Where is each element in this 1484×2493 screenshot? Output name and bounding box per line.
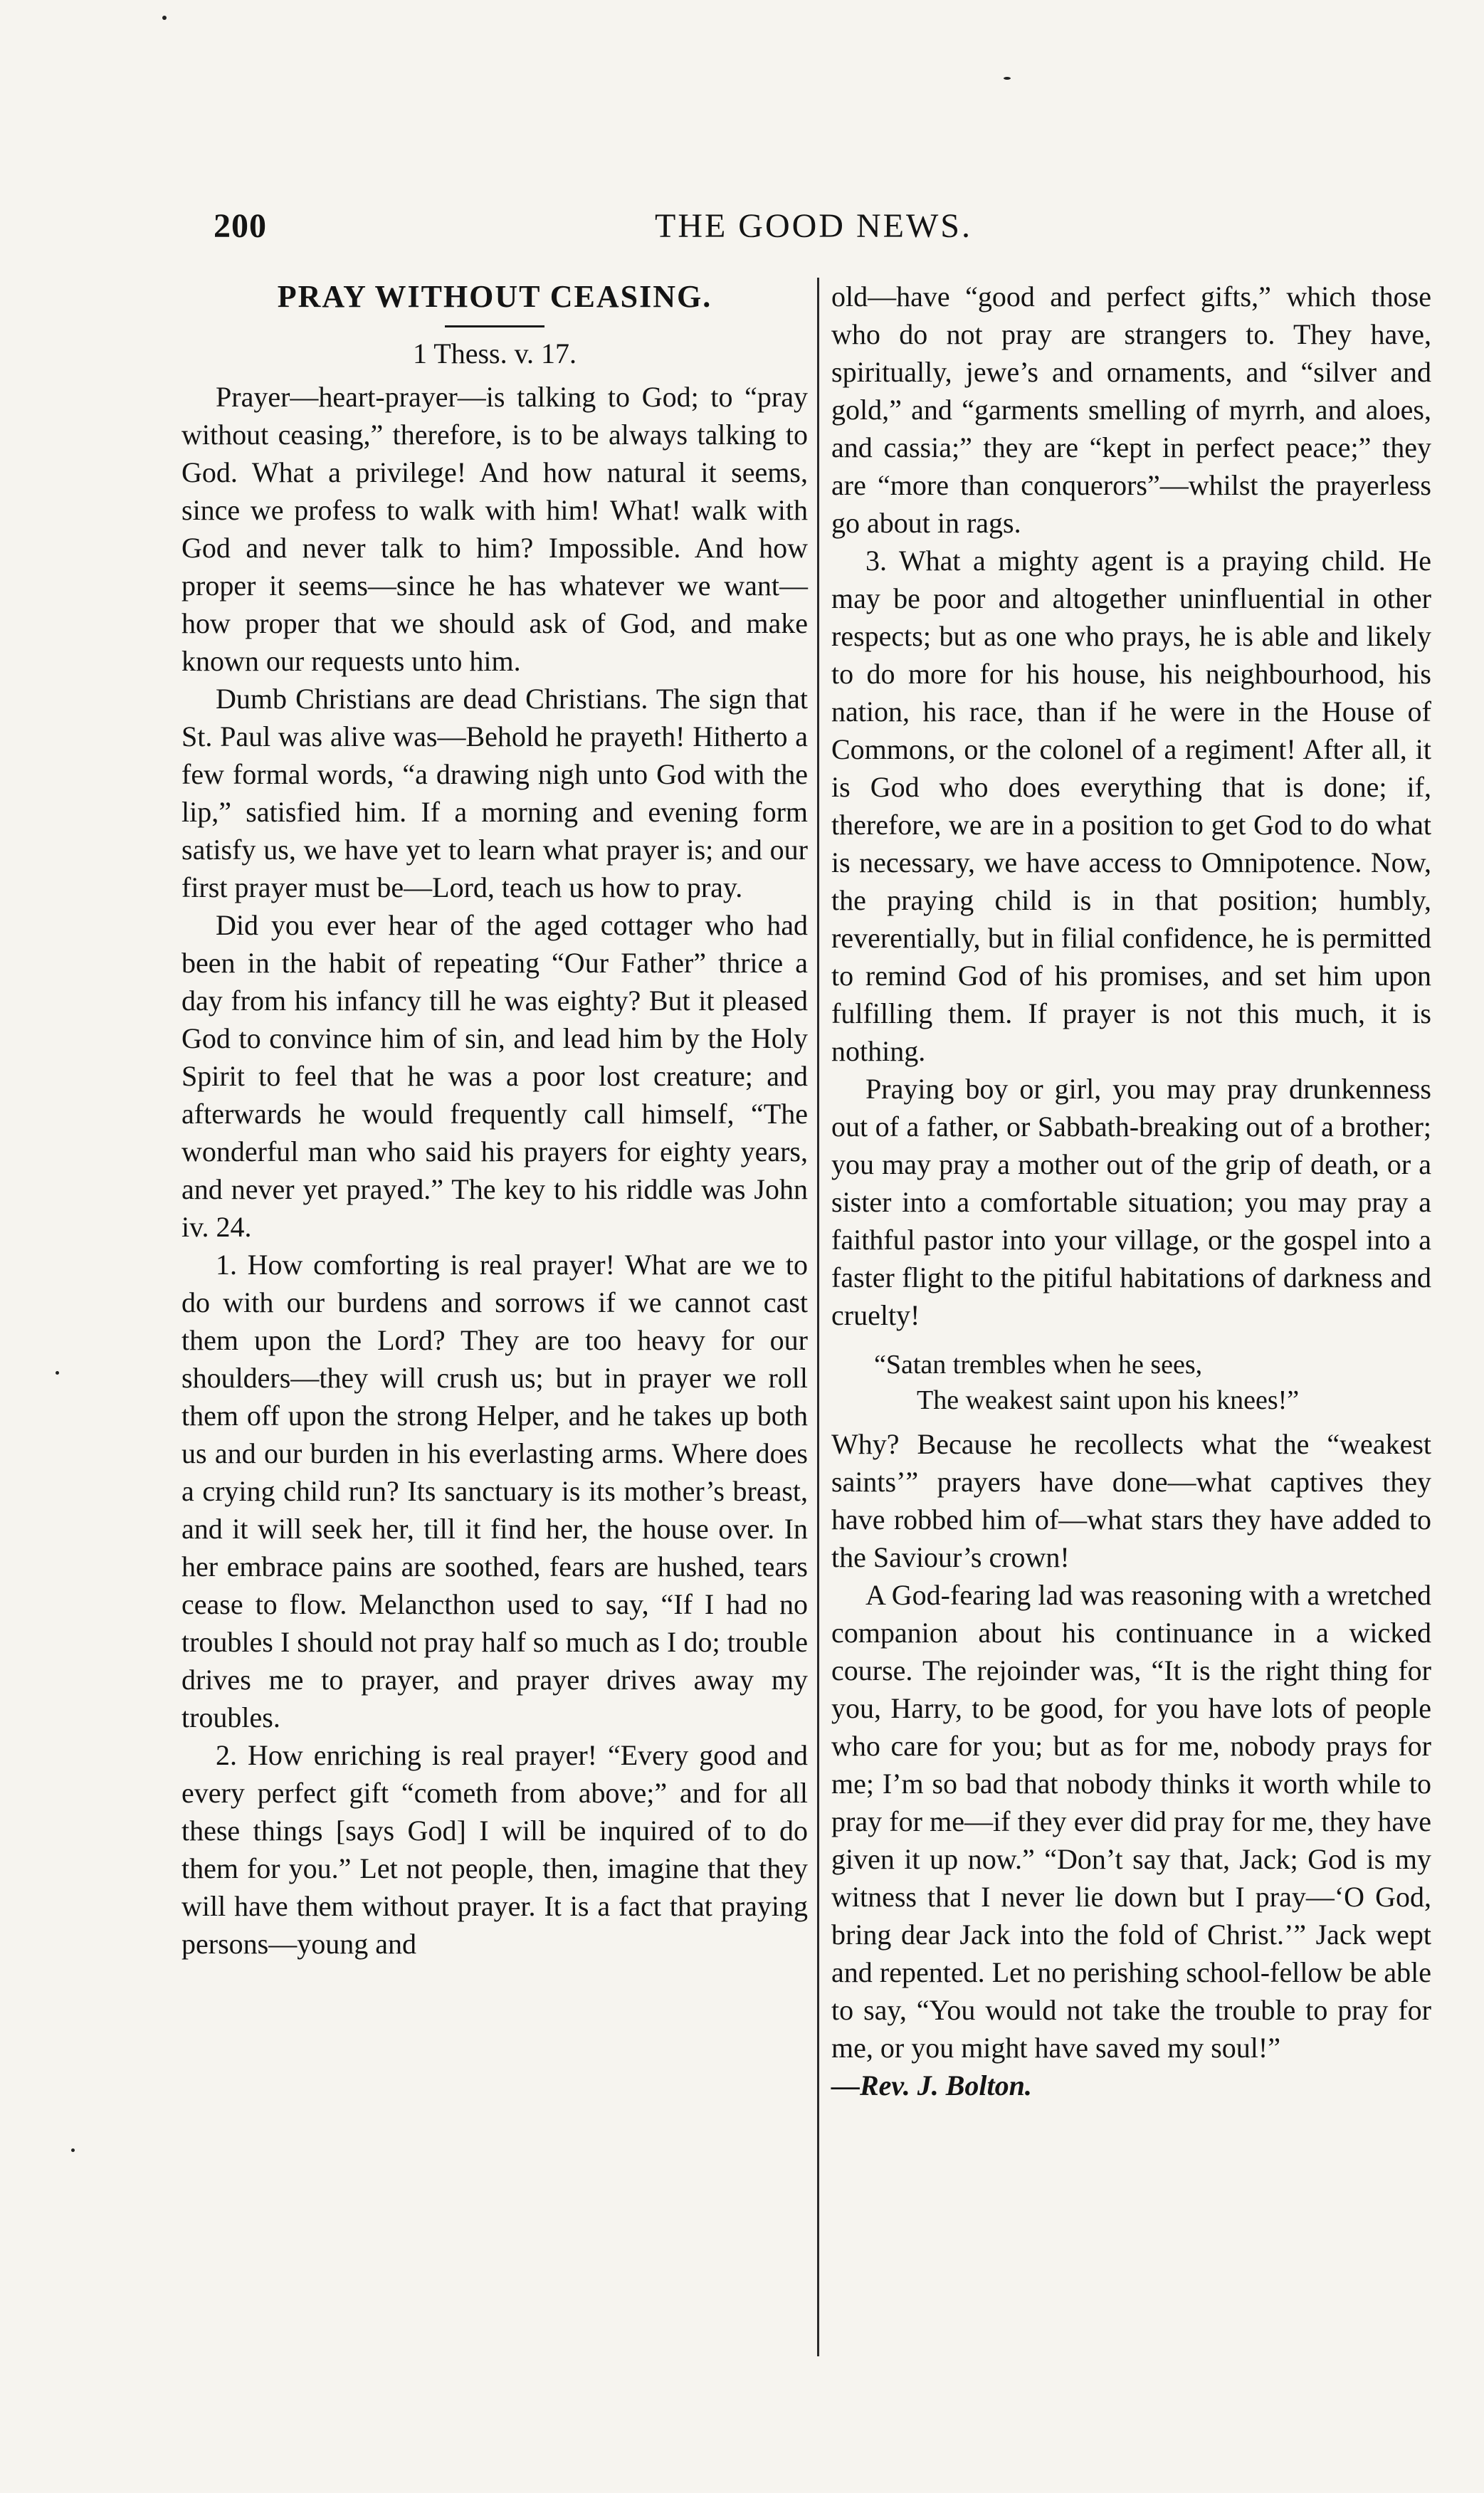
paragraph: Praying boy or girl, you may pray drunkenness out of a father, or Sabbath-breaking out of a brother; you may pray a mother out of the grip of death, or a sister into a comfortable situation; you may pray a faithful pastor into your village, or the gospel into a faster flight to the pitiful habitations of darkness and cruelty! [831,1073,1431,1331]
paragraph: Dumb Christians are dead Christians. The sign that St. Paul was alive was—Behold he prayeth! Hitherto a few formal words, “a drawing nigh unto God with the lip,” satisfied him. If a morning and evening form satisfy us, we have yet to learn what prayer is; and our first prayer must be—Lord, teach us how to pray. [181,683,808,903]
running-title: THE GOOD NEWS. [655,207,972,245]
scripture-reference: 1 Thess. v. 17. [413,337,577,369]
ink-speck [162,16,167,20]
paragraph: 3. What a mighty agent is a praying child. He may be poor and altogether uninfluential in other respects; but as one who prays, he is able and likely to do more for his house, his neighbourhood, his nation, his race, than if he were in the House of Commons, or the colonel of a regiment! After all, it is God who does everything that is done; if, therefore, we are in a position to get God to do what is necessary, we have access to Omnipotence. Now, the praying child is in that position; humbly, reverentially, but in filial confidence, he is permitted to remind God of his promises, and set him upon fulfilling them. If prayer is not this much, it is nothing. [831,545,1431,1067]
ink-speck [71,2148,75,2152]
ink-speck [56,1371,59,1375]
verse-quote [831,1347,1431,1418]
paragraph: Did you ever hear of the aged cottager who had been in the habit of repeating “Our Father” thrice a day from his infancy till he was eighty? But it pleased God to convince him of sin, and lead him by the Holy Spirit to feel that he was a poor lost creature; and afterwards he would frequently call himself, “The wonderful man who said his prayers for eighty years, and never yet prayed.” The key to his riddle was John iv. 24. [181,909,808,1243]
paragraph: A God-fearing lad was reasoning with a wretched companion about his continuance in a wicked course. The rejoinder was, “It is the right thing for you, Harry, to be good, for you have lots of people who care for you; but as for me, nobody prays for me; I’m so bad that nobody thinks it worth while to pray for me—if they ever did pray for me, they have given it up now.” “Don’t say that, Jack; God is my witness that I never lie down but I pray—‘O God, bring dear Jack into the fold of Christ.’” Jack wept and repented. Let no perishing school-fellow be able to say, “You would not take the trouble to pray for me, or you might have saved my soul!” [831,1579,1431,2064]
attribution: —Rev. J. Bolton. [831,2069,1032,2101]
right-column [831,278,1431,2104]
ink-speck [1004,77,1011,80]
page-header [214,206,1053,249]
verse-line: The weakest saint upon his knees!” [917,1385,1300,1415]
paragraph: Why? Because he recollects what the “weakest saints’” prayers have done—what captives they have robbed him of—what stars they have added to the Saviour’s crown! [831,1428,1431,1573]
page-number: 200 [214,207,267,245]
verse-line: “Satan trembles when he sees, [874,1350,1203,1380]
paragraph-continuation: old—have “good and perfect gifts,” which those who do not pray are strangers to. They have, spiritually, jewe’s and ornaments, and “silver and gold,” and “garments smelling of myrrh, and aloes, and cassia;” they are “kept in perfect peace;” they are “more than conquerors”—whilst the prayerless go about in rags. [831,280,1431,539]
left-column [181,278,808,1963]
paragraph: 2. How enriching is real prayer! “Every good and every perfect gift “cometh from above;” and for all these things [says God] I will be inquired of to do them for you.” Let not people, then, imagine that they will have them without prayer. It is a fact that praying persons—young and [181,1739,808,1960]
paragraph: Prayer—heart-prayer—is talking to God; to “pray without ceasing,” therefore, is to be always talking to God. What a privilege! And how natural it seems, since we profess to walk with him! What! walk with God and never talk to him? Impossible. And how proper it seems—since he has whatever we want—how proper that we should ask of God, and make known our requests unto him. [181,381,808,677]
paragraph: 1. How comforting is real prayer! What are we to do with our burdens and sorrows if we cannot cast them upon the Lord? They are too heavy for our shoulders—they will crush us; but in prayer we roll them off upon the strong Helper, and he takes up both us and our burden in his everlasting arms. Where does a crying child run? Its sanctuary is its mother’s breast, and it will seek her, till it find her, the house over. In her embrace pains are soothed, fears are hushed, tears cease to flow. Melancthon used to say, “If I had no troubles I should not pray half so much as I do; trouble drives me to prayer, and prayer drives away my troubles. [181,1249,808,1733]
column-divider [817,278,819,2356]
article-title: PRAY WITHOUT CEASING. [277,279,712,314]
title-rule [445,325,544,327]
